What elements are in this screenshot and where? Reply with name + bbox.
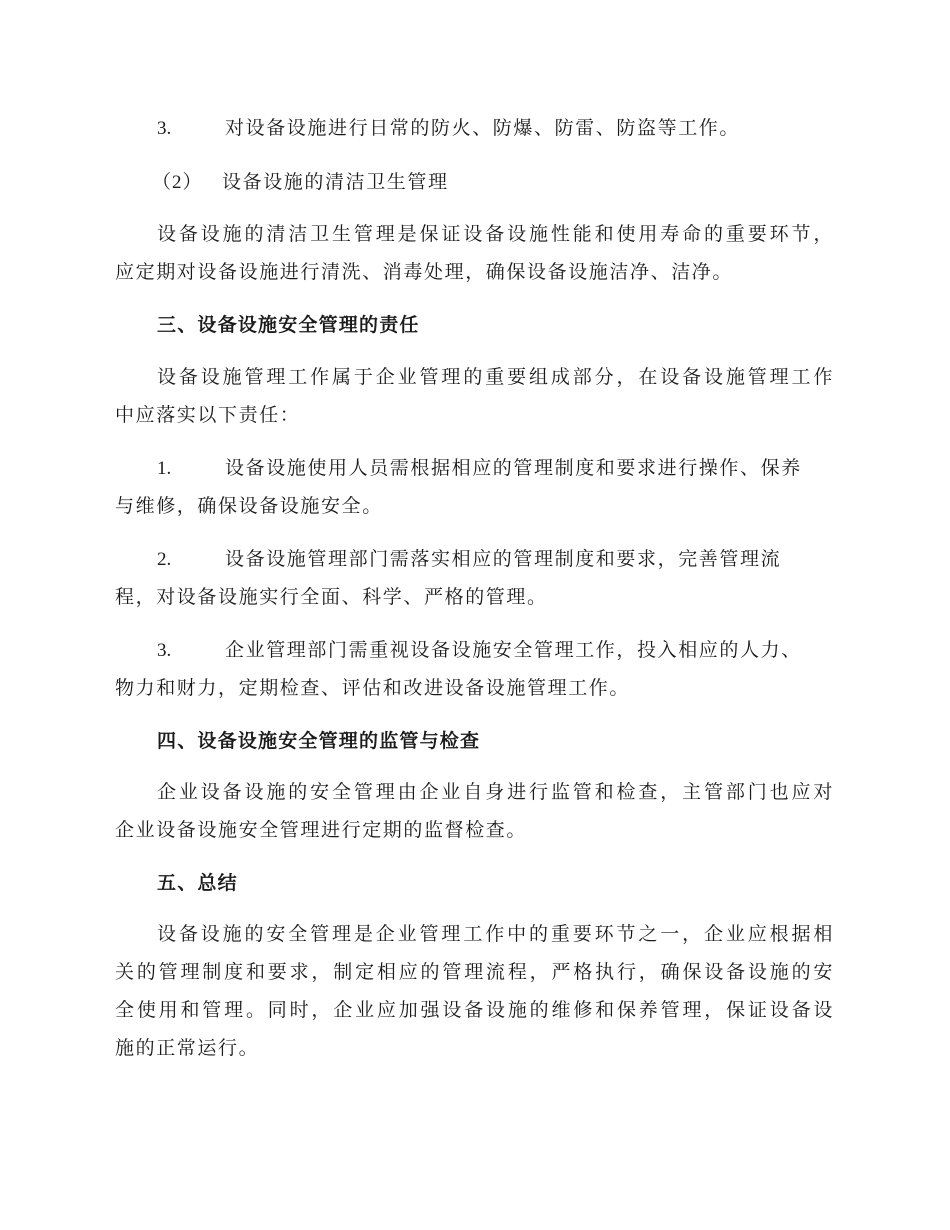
section-heading-responsibility: 三、设备设施安全管理的责任 <box>157 314 420 336</box>
section-heading-supervision: 四、设备设施安全管理的监管与检查 <box>157 730 481 752</box>
paragraph-line: 设备设施管理工作属于企业管理的重要组成部分，在设备设施管理工作 <box>157 366 834 388</box>
paragraph-line: 企业设备设施的安全管理由企业自身进行监管和检查，主管部门也应对 <box>157 781 834 803</box>
paragraph-line: 设备设施的清洁卫生管理是保证设备设施性能和使用寿命的重要环节， <box>157 223 834 245</box>
list-text: 设备设施使用人员需根据相应的管理制度和要求进行操作、保养 <box>225 457 802 479</box>
paragraph-line: 应定期对设备设施进行清洗、消毒处理，确保设备设施洁净、洁净。 <box>115 261 734 283</box>
list-number: 1. <box>157 458 172 479</box>
list-number: 3. <box>157 118 172 139</box>
list-text: 对设备设施进行日常的防火、防爆、防雷、防盗等工作。 <box>225 117 741 139</box>
list-text: 设备设施管理部门需落实相应的管理制度和要求，完善管理流 <box>225 548 782 570</box>
paragraph-line: 中应落实以下责任： <box>115 404 301 426</box>
paragraph-line: 关的管理制度和要求，制定相应的管理流程，严格执行，确保设备设施的安 <box>115 961 834 983</box>
list-number: 3. <box>157 640 172 661</box>
list-item-2 <box>157 547 834 572</box>
list-text: 企业管理部门需重视设备设施安全管理工作，投入相应的人力、 <box>225 639 802 661</box>
subsection-heading-cleaning <box>152 170 872 195</box>
list-number: 2. <box>157 549 172 570</box>
list-item-1-continuation: 与维修，确保设备设施安全。 <box>115 495 383 517</box>
paragraph-line: 全使用和管理。同时，企业应加强设备设施的维修和保养管理，保证设备设 <box>115 999 834 1021</box>
paragraph-line: 设备设施的安全管理是企业管理工作中的重要环节之一，企业应根据相 <box>157 923 834 945</box>
section-heading-summary: 五、总结 <box>157 872 238 894</box>
list-item-fire-prevention <box>157 116 877 141</box>
list-item-3-continuation: 物力和财力，定期检查、评估和改进设备设施管理工作。 <box>115 677 631 699</box>
list-item-2-continuation: 程，对设备设施实行全面、科学、严格的管理。 <box>115 586 548 608</box>
subsection-title: 设备设施的清洁卫生管理 <box>222 171 449 193</box>
list-item-3 <box>157 638 834 663</box>
subsection-number: （2） <box>152 172 203 193</box>
list-item-1 <box>157 456 834 481</box>
paragraph-line: 企业设备设施安全管理进行定期的监督检查。 <box>115 819 528 841</box>
paragraph-line: 施的正常运行。 <box>115 1037 260 1059</box>
